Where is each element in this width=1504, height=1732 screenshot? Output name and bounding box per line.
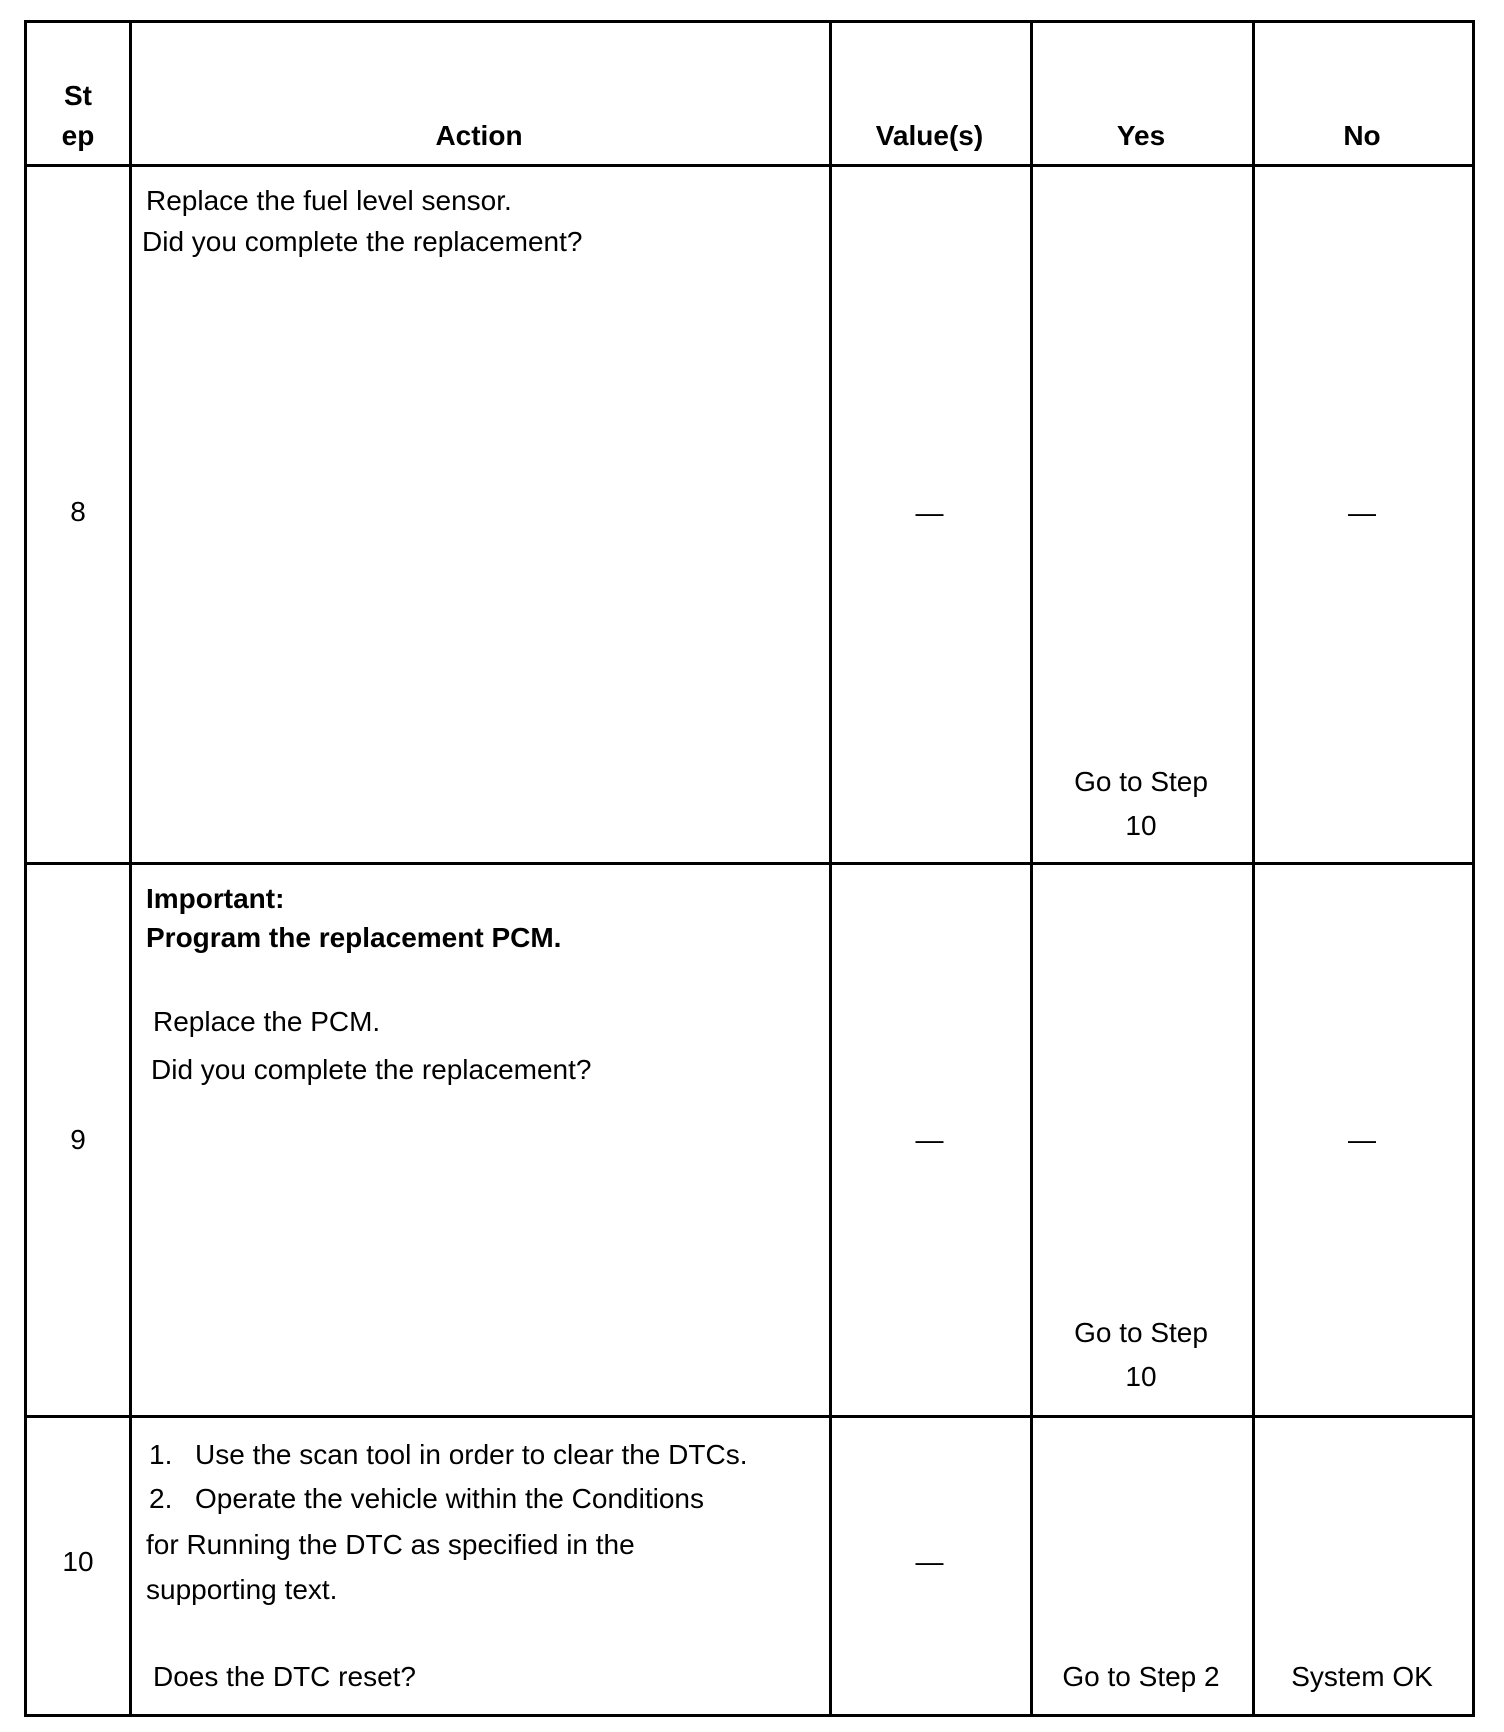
list-item-text: Operate the vehicle within the Conditions xyxy=(195,1483,704,1514)
yes-cell: Go to Step xyxy=(1074,766,1208,797)
col-divider xyxy=(1252,23,1255,1714)
value-cell: — xyxy=(915,1546,944,1577)
row-divider xyxy=(27,1415,1472,1418)
value-cell: — xyxy=(915,497,944,528)
step-number: 8 xyxy=(70,496,86,527)
step-number: 10 xyxy=(62,1546,94,1577)
action-text: Did you complete the replacement? xyxy=(142,226,583,257)
important-label: Important: xyxy=(146,883,285,914)
yes-cell: Go to Step xyxy=(1074,1317,1208,1348)
value-cell: — xyxy=(915,1124,944,1155)
header-step-line1: St xyxy=(64,80,92,111)
list-item-text: Use the scan tool in order to clear the DTCs. xyxy=(195,1439,748,1470)
row-divider xyxy=(27,862,1472,865)
header-no: No xyxy=(1343,120,1381,151)
col-divider xyxy=(129,23,132,1714)
header-values: Value(s) xyxy=(875,120,984,151)
no-cell: — xyxy=(1348,497,1376,528)
no-cell: System OK xyxy=(1291,1661,1433,1692)
action-text: Replace the fuel level sensor. xyxy=(146,185,512,216)
yes-cell: 10 xyxy=(1125,1361,1157,1392)
row-divider xyxy=(27,164,1472,167)
action-text: for Running the DTC as specified in the xyxy=(146,1529,635,1560)
list-item-number: 2. xyxy=(149,1483,173,1514)
important-text: Program the replacement PCM. xyxy=(146,922,562,953)
no-cell: — xyxy=(1348,1124,1376,1155)
list-item-number: 1. xyxy=(149,1439,173,1470)
col-divider xyxy=(1030,23,1033,1714)
col-divider xyxy=(829,23,832,1714)
question-text: Does the DTC reset? xyxy=(153,1661,416,1692)
yes-cell: 10 xyxy=(1125,810,1157,841)
header-action: Action xyxy=(435,120,523,151)
action-text: Replace the PCM. xyxy=(153,1006,381,1037)
action-text: Did you complete the replacement? xyxy=(151,1054,592,1085)
yes-cell: Go to Step 2 xyxy=(1062,1661,1220,1692)
header-step-line2: ep xyxy=(61,120,95,151)
action-text: supporting text. xyxy=(146,1574,338,1605)
step-number: 9 xyxy=(70,1124,86,1155)
header-yes: Yes xyxy=(1116,120,1166,151)
